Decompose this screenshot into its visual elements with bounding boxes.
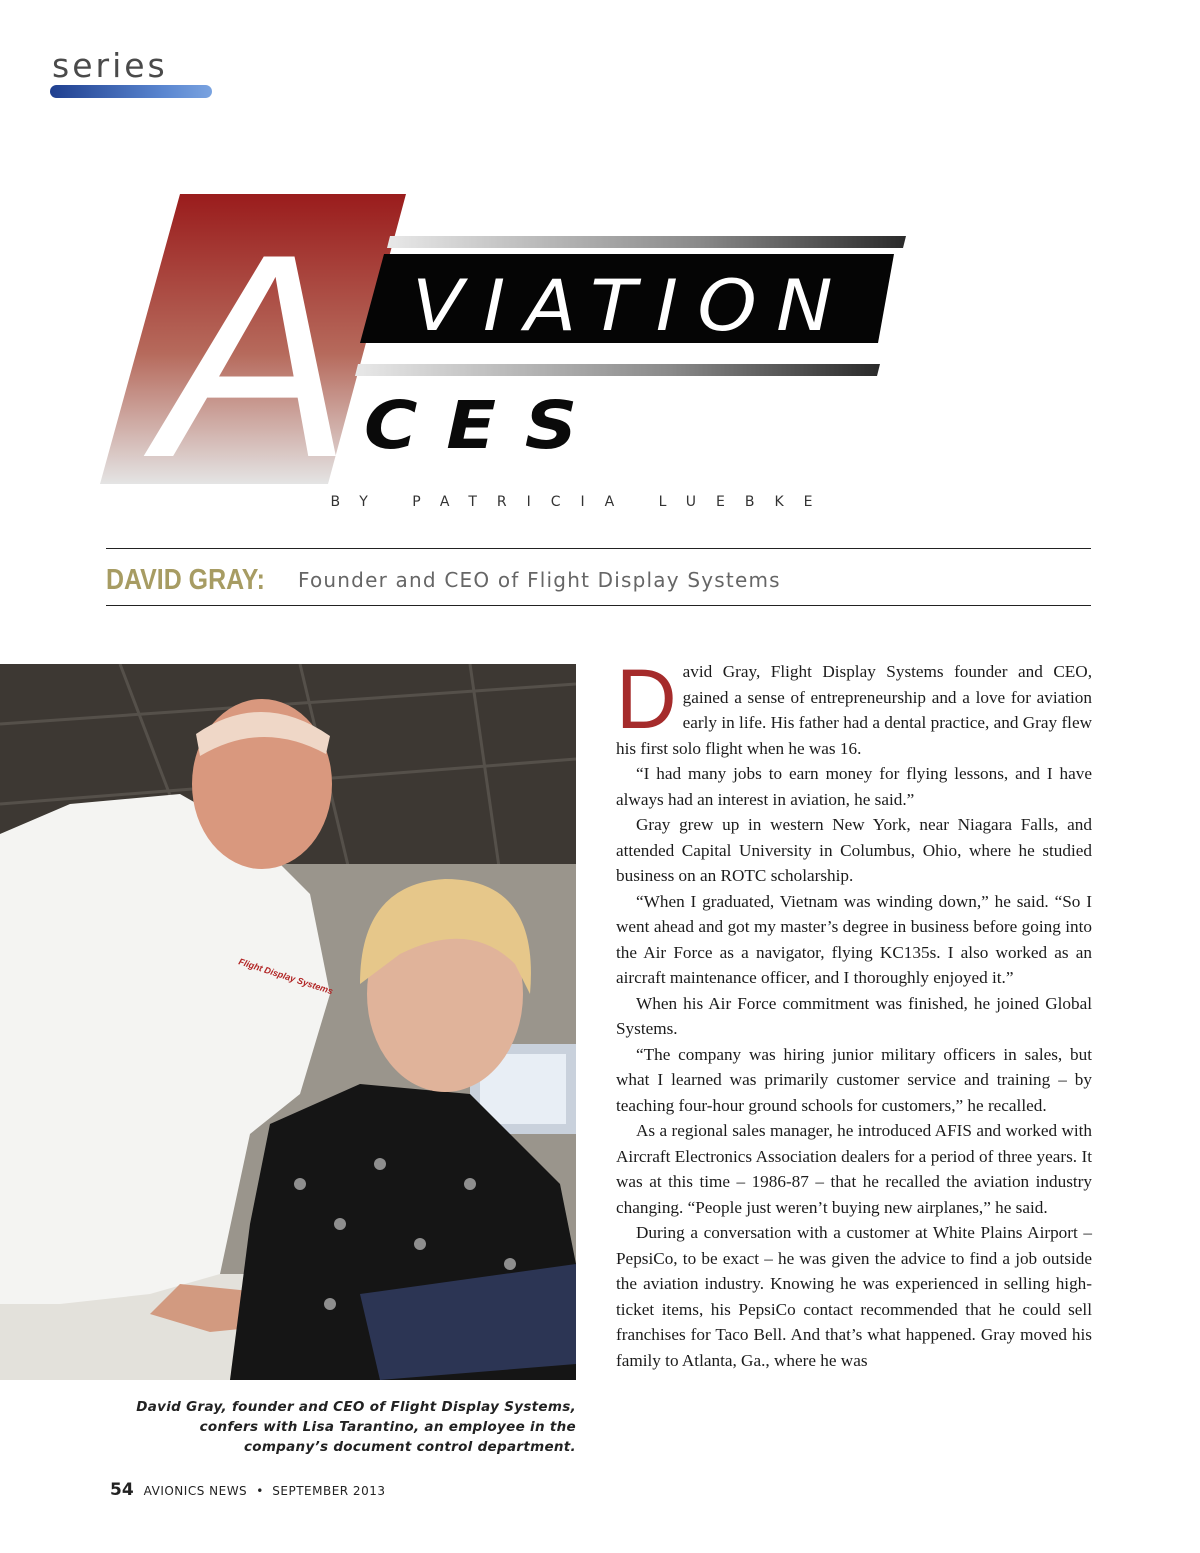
subject-rule-bottom [106,605,1091,606]
logo-bottom-stripe [355,364,880,376]
article-paragraph: “When I graduated, Vietnam was winding down,” he said. “So I went ahead and got my master’s degree in business before going into the Air Force as a navigator, flying KC135s. I also worked as an aircraft maintenance officer, and I thoroughly enjoyed it.” [616,891,1092,987]
page-number: 54 [110,1480,134,1500]
logo-word-ces: CES [364,387,606,464]
paragraph-text: avid Gray, Flight Display Systems founder and CEO, gained a sense of entrepreneurship and a love for aviation early in life. His father had a dental practice, and Gray flew his first solo flight when he was 16. [616,662,1092,758]
article-paragraph: “I had many jobs to earn money for flying lessons, and I have always had an interest in aviation, he said.” [616,764,1092,809]
photo-shirt-logo: Flight Display Systems [237,956,335,997]
series-underline-bar [50,85,212,98]
subject-title: Founder and CEO of Flight Display Systems [298,568,781,592]
logo-big-letter: A [158,194,352,490]
logo-word-viation: VIATION [412,265,852,347]
article-body [616,652,1092,1373]
article-paragraph: When his Air Force commitment was finished, he joined Global Systems. [616,993,1092,1038]
article-paragraph [616,652,1092,761]
footer-separator: • [256,1484,264,1498]
logo-top-stripe [387,236,906,248]
publication-name: AVIONICS NEWS [143,1484,248,1498]
page-footer [110,1480,385,1500]
photo-illustration [0,664,576,1380]
author-byline: BY PATRICIA LUEBKE [330,494,833,510]
article-paragraph: “The company was hiring junior military officers in sales, but what I learned was primarily customer service and training – by teaching four-hour ground schools for customers,” he recalled. [616,1044,1092,1115]
subject-heading [106,560,781,600]
aviation-aces-logo [96,190,916,490]
issue-date: SEPTEMBER 2013 [272,1484,386,1498]
article-paragraph: Gray grew up in western New York, near Niagara Falls, and attended Capital University in Columbus, Ohio, where he studied business on an ROTC scholarship. [616,815,1092,885]
photo-caption: David Gray, founder and CEO of Flight Display Systems, confers with Lisa Tarantino, an employee in the company’s document control department. [136,1399,576,1455]
subject-rule-top [106,548,1091,549]
article-paragraph: During a conversation with a customer at White Plains Airport – PepsiCo, to be exact – he was given the advice to find a job outside the aviation industry. Knowing he was experienced in selling high-ticket items, his PepsiCo contact recommended that he could sell franchises for Taco Bell. And that’s what happened. Gray moved his family to Atlanta, Ga., where he was [616,1223,1092,1370]
article-photo [0,664,576,1380]
article-paragraph: As a regional sales manager, he introduced AFIS and worked with Aircraft Electronics Association dealers for a period of three years. It was at this time – 1986-87 – that he recalled the aviation industry changing. “People just weren’t buying new airplanes,” he said. [616,1121,1092,1217]
subject-name: DAVID GRAY: [106,563,265,596]
drop-cap: D [616,652,677,746]
series-label: series [52,46,168,85]
